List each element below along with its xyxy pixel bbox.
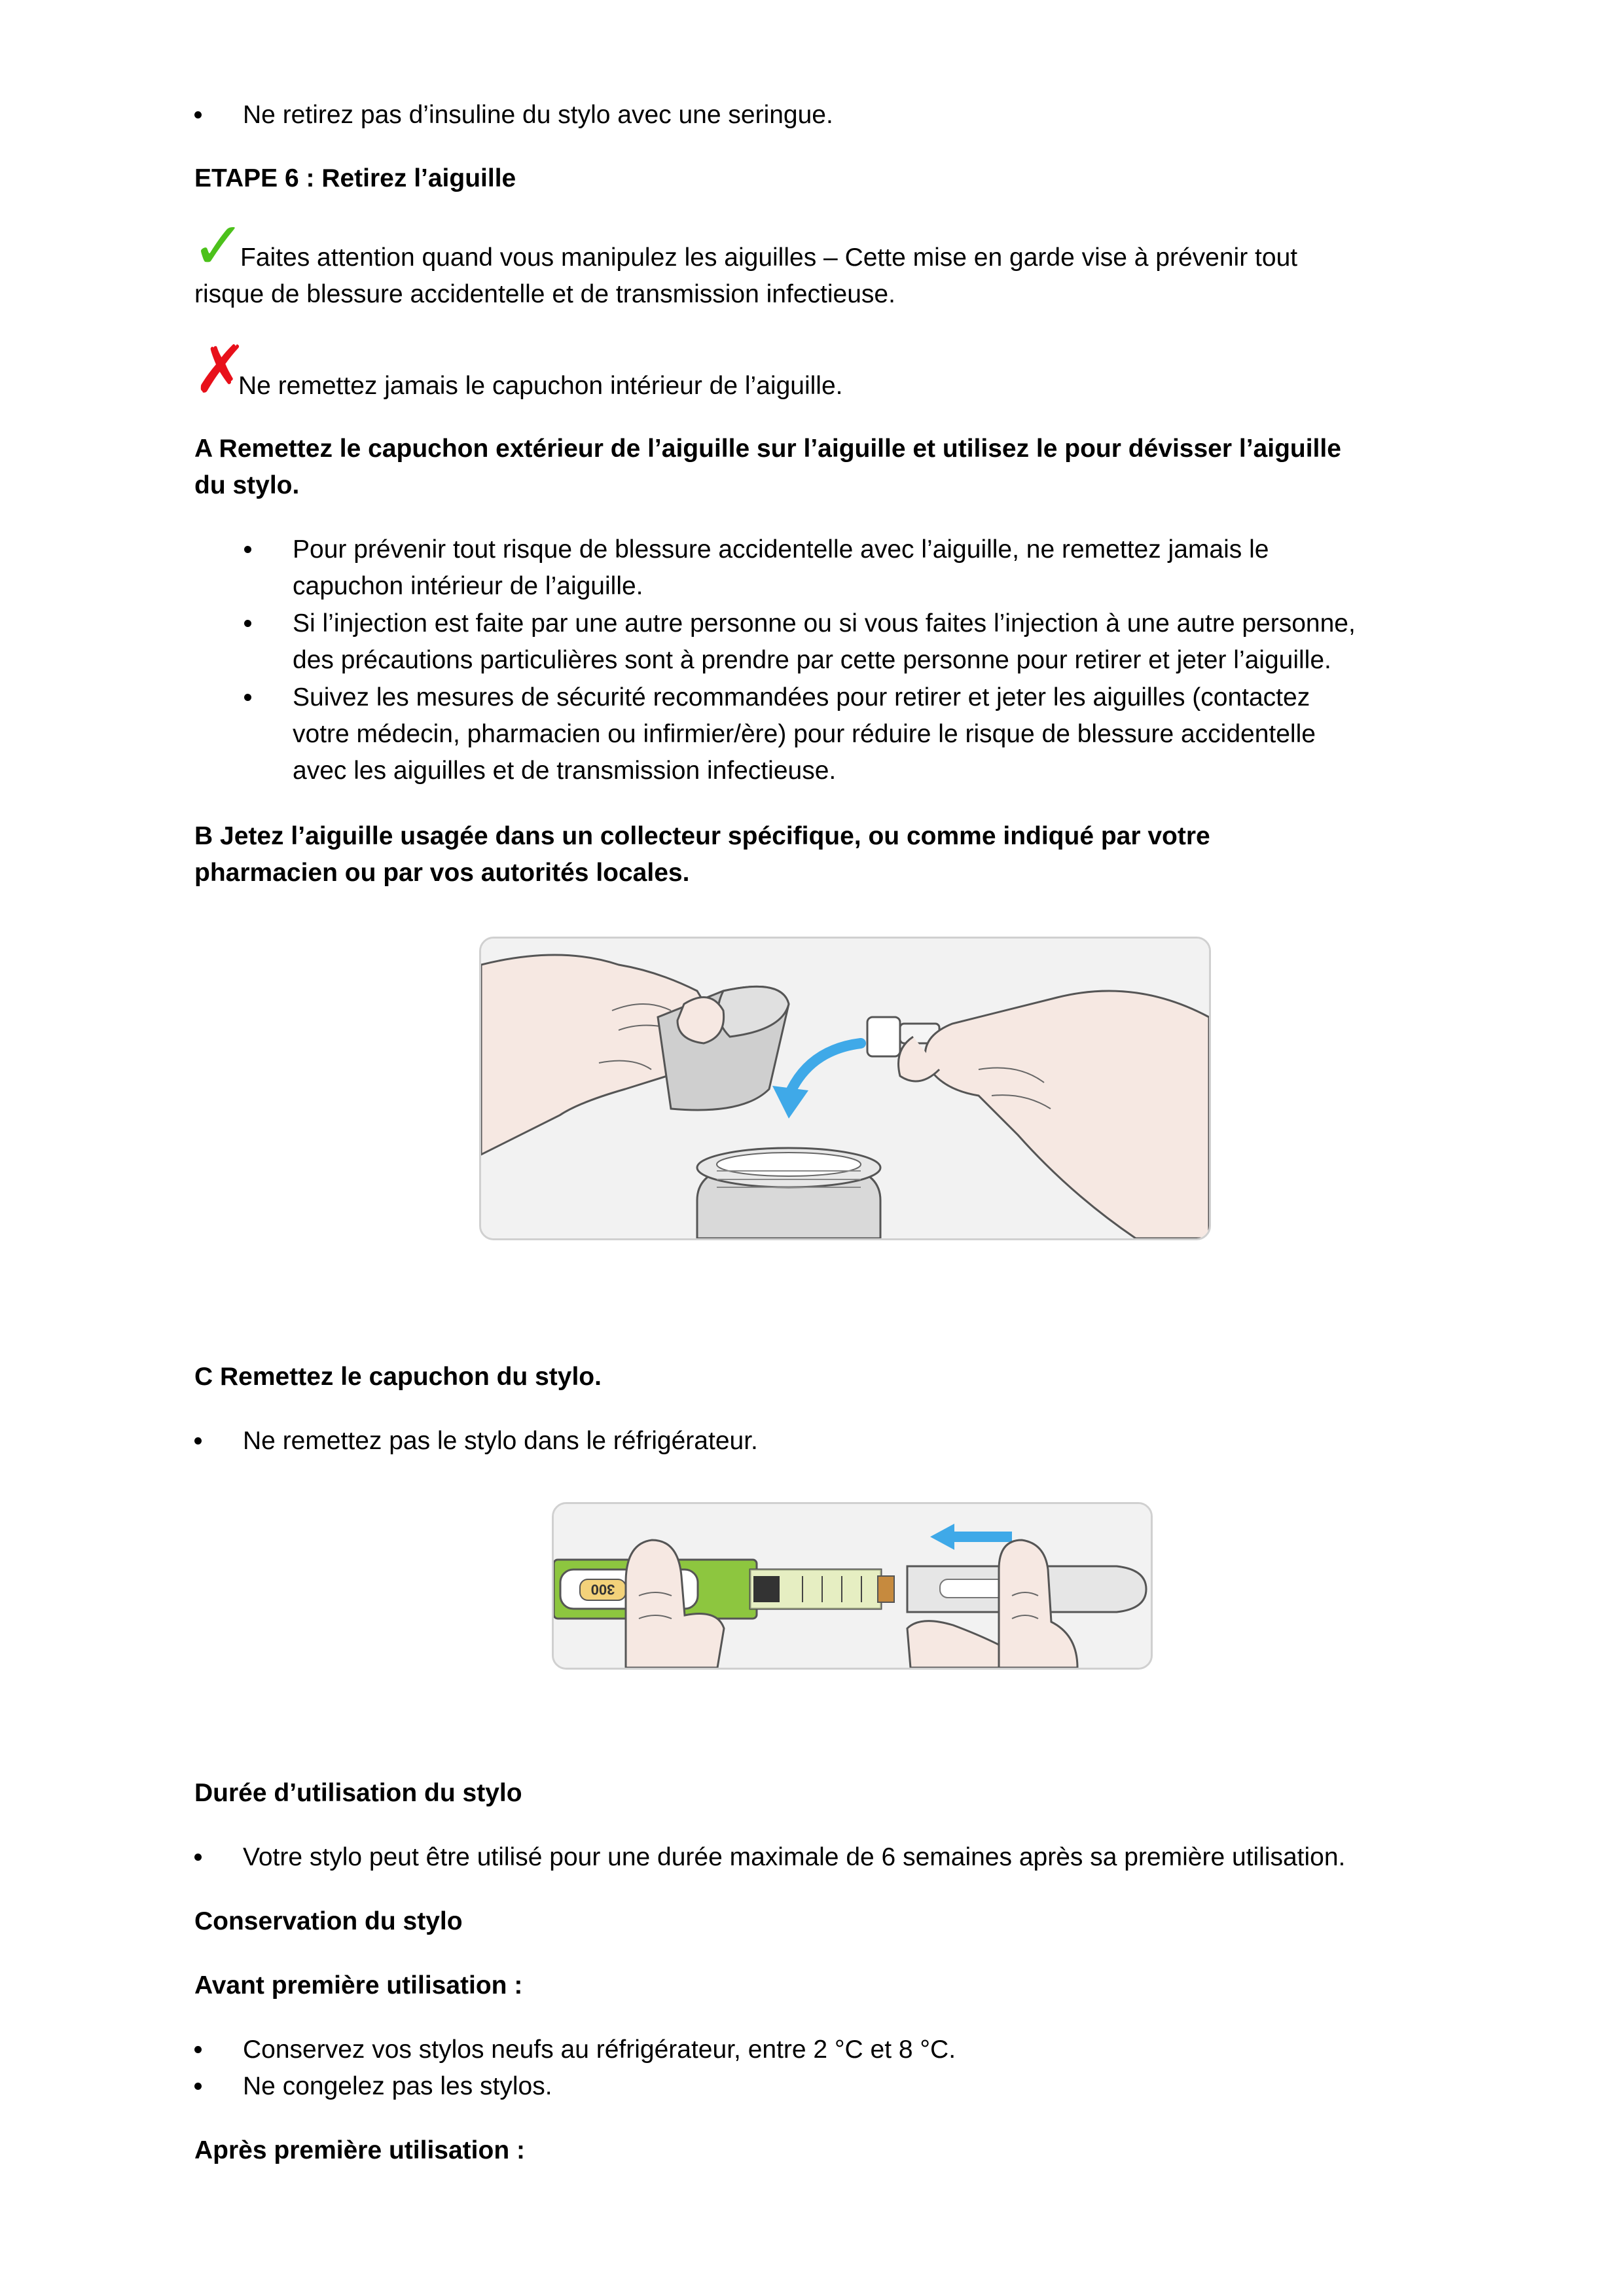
sub-step-a-line1: A Remettez le capuchon extérieur de l’aiguille sur l’aiguille et utilisez le pour dévisser l’aiguille [194,435,1341,463]
check-text-line1: Faites attention quand vous manipulez les aiguilles – Cette mise en garde vise à prévenir tout [240,243,1298,272]
bullet-text-line2: des précautions particulières sont à prendre par cette personne pour retirer et jeter l’aiguille. [293,646,1331,674]
list-item [293,531,1451,605]
bullet-text: Conservez vos stylos neufs au réfrigérateur, entre 2 °C et 8 °C. [243,2036,956,2064]
checkmark-icon: ✓ [191,209,246,283]
bullet-text: Ne remettez pas le stylo dans le réfrigérateur. [243,1427,758,1455]
bullet-text: Votre stylo peut être utilisé pour une durée maximale de 6 semaines après sa première utilisation. [243,1843,1346,1871]
needle-disposal-illustration [479,937,1211,1240]
pen-dose-label: 300 [590,1581,615,1598]
bullet-dot [194,2046,202,2053]
bullet-dot [244,694,251,701]
bullet-dot [194,1437,202,1444]
cross-text: Ne remettez jamais le capuchon intérieur de l’aiguille. [238,372,843,400]
bullet-text-line1: Pour prévenir tout risque de blessure accidentelle avec l’aiguille, ne remettez jamais le [293,535,1269,564]
step-heading: ETAPE 6 : Retirez l’aiguille [194,164,516,192]
usage-heading: Durée d’utilisation du stylo [194,1779,522,1807]
pen-recap-illustration [552,1502,1153,1670]
sub-step-c-heading: C Remettez le capuchon du stylo. [194,1363,602,1391]
bullet-text: Ne congelez pas les stylos. [243,2072,552,2100]
bullet-text-line2: capuchon intérieur de l’aiguille. [293,572,643,600]
sub-step-b-line1: B Jetez l’aiguille usagée dans un collecteur spécifique, ou comme indiqué par votre [194,822,1210,850]
needle-disposal-svg [481,939,1209,1238]
bullet-dot [194,111,202,118]
bullet-text: Ne retirez pas d’insuline du stylo avec une seringue. [243,101,833,129]
bullet-text-line3: avec les aiguilles et de transmission infectieuse. [293,757,837,785]
bullet-dot [194,1854,202,1861]
bullet-text-line2: votre médecin, pharmacien ou infirmier/ère) pour réduire le risque de blessure accidentelle [293,720,1316,748]
storage-heading: Conservation du stylo [194,1907,463,1935]
bullet-dot [244,620,251,627]
cross-icon: ✗ [193,333,248,406]
check-text-line2: risque de blessure accidentelle et de transmission infectieuse. [194,280,895,308]
bullet-dot [194,2083,202,2090]
sub-step-a-line2: du stylo. [194,471,300,499]
after-use-heading: Après première utilisation : [194,2136,525,2164]
needle-cap-icon [867,1017,900,1056]
list-item [293,605,1451,679]
bullet-dot [244,546,251,553]
bullet-text-line1: Si l’injection est faite par une autre personne ou si vous faites l’injection à une autre personne, [293,609,1356,637]
pen-recap-svg [554,1504,1151,1668]
bullet-text-line1: Suivez les mesures de sécurité recommandées pour retirer et jeter les aiguilles (contactez [293,683,1310,711]
sub-step-b-line2: pharmacien ou par vos autorités locales. [194,859,690,887]
list-item [293,679,1451,789]
before-use-heading: Avant première utilisation : [194,1971,523,2000]
